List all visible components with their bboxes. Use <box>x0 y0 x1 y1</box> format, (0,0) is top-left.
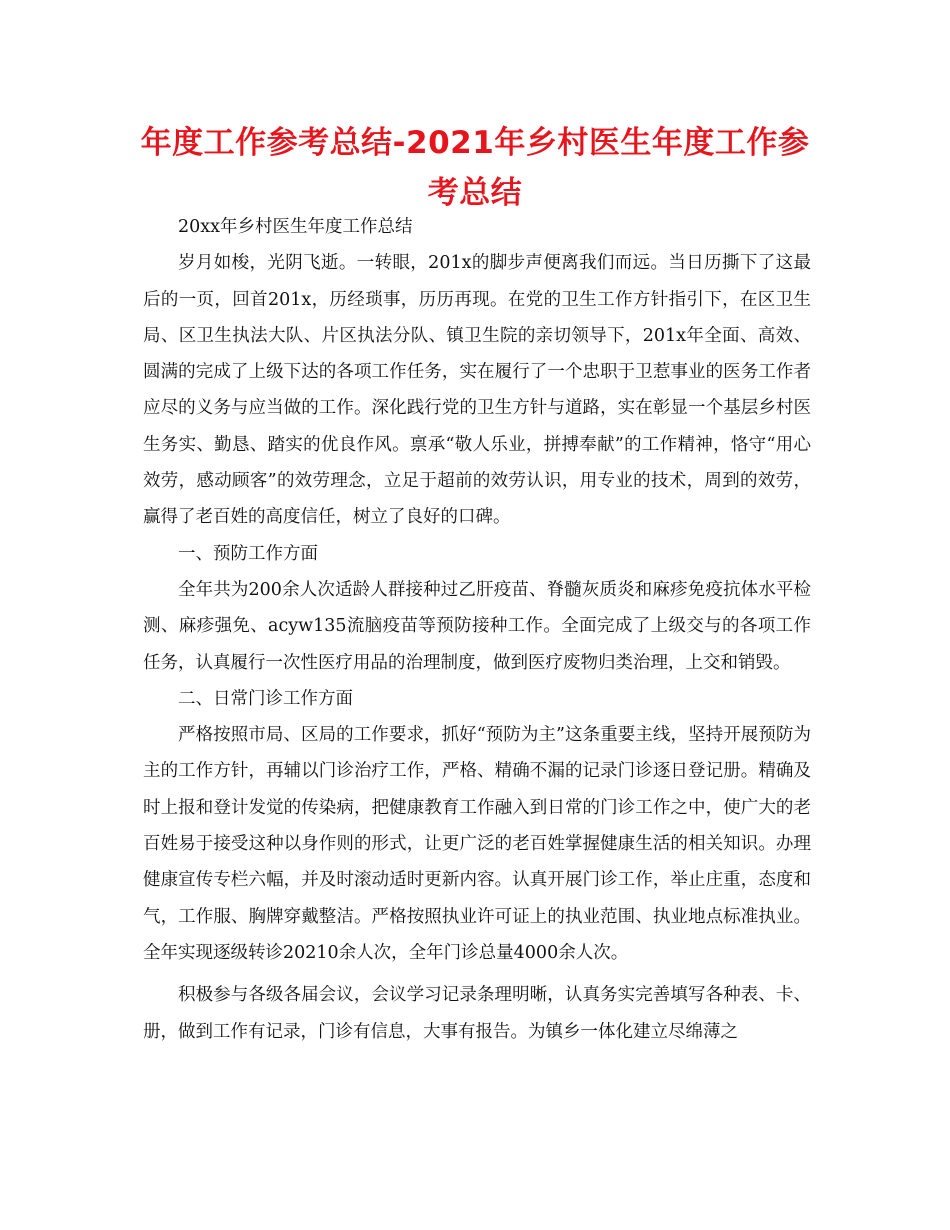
body-paragraph: 全年共为200余人次适龄人群接种过乙肝疫苗、脊髓灰质炎和麻疹免疫抗体水平检测、麻疹强免、acyw135流脑疫苗等预防接种工作。全面完成了上级交与的各项工作任务，认真履行一次性医疗用品的治理制度，做到医疗废物归类治理，上交和销毁。 <box>143 579 811 673</box>
body-paragraph: 岁月如梭，光阴飞逝。一转眼，201x的脚步声便离我们而远。当日历撕下了这最后的一页，回首201x，历经琐事，历历再现。在党的卫生工作方针指引下，在区卫生局、区卫生执法大队、片区执法分队、镇卫生院的亲切领导下，201x年全面、高效、圆满的完成了上级下达的各项工作任务，实在履行了一个忠职于卫惹事业的医务工作者应尽的义务与应当做的工作。深化践行党的卫生方针与道路，实在彰显一个基层乡村医生务实、勤恳、踏实的优良作风。禀承“敬人乐业，拼搏奉献”的工作精神，恪守“用心效劳，感动顾客”的效劳理念，立足于超前的效劳认识，用专业的技术，周到的效劳，赢得了老百姓的高度信任，树立了良好的口碑。 <box>143 253 811 528</box>
body-paragraph: 积极参与各级各届会议，会议学习记录条理明晰，认真务实完善填写各种表、卡、册，做到工作有记录，门诊有信息，大事有报告。为镇乡一体化建立尽绵薄之 <box>143 985 811 1042</box>
section-heading: 二、日常门诊工作方面 <box>178 688 353 709</box>
section-heading: 一、预防工作方面 <box>178 543 318 564</box>
document-title: 年度工作参考总结-2021年乡村医生年度工作参考总结 <box>140 125 810 211</box>
document-body <box>143 209 811 1050</box>
subtitle-paragraph: 20xx年乡村医生年度工作总结 <box>178 217 413 237</box>
body-paragraph: 严格按照市局、区局的工作要求，抓好“预防为主”这条重要主线，坚持开展预防为主的工作方针，再辅以门诊治疗工作，严格、精确不漏的记录门诊逐日登记册。精确及时上报和登计发觉的传染病，把健康教育工作融入到日常的门诊工作之中，使广大的老百姓易于接受这种以身作则的形式，让更广泛的老百姓掌握健康生活的相关知识。办理健康宣传专栏六幅，并及时滚动适时更新内容。认真开展门诊工作，举止庄重，态度和气，工作服、胸牌穿戴整洁。严格按照执业许可证上的执业范围、执业地点标准执业。全年实现逐级转诊20210余人次，全年门诊总量4000余人次。 <box>143 725 811 963</box>
